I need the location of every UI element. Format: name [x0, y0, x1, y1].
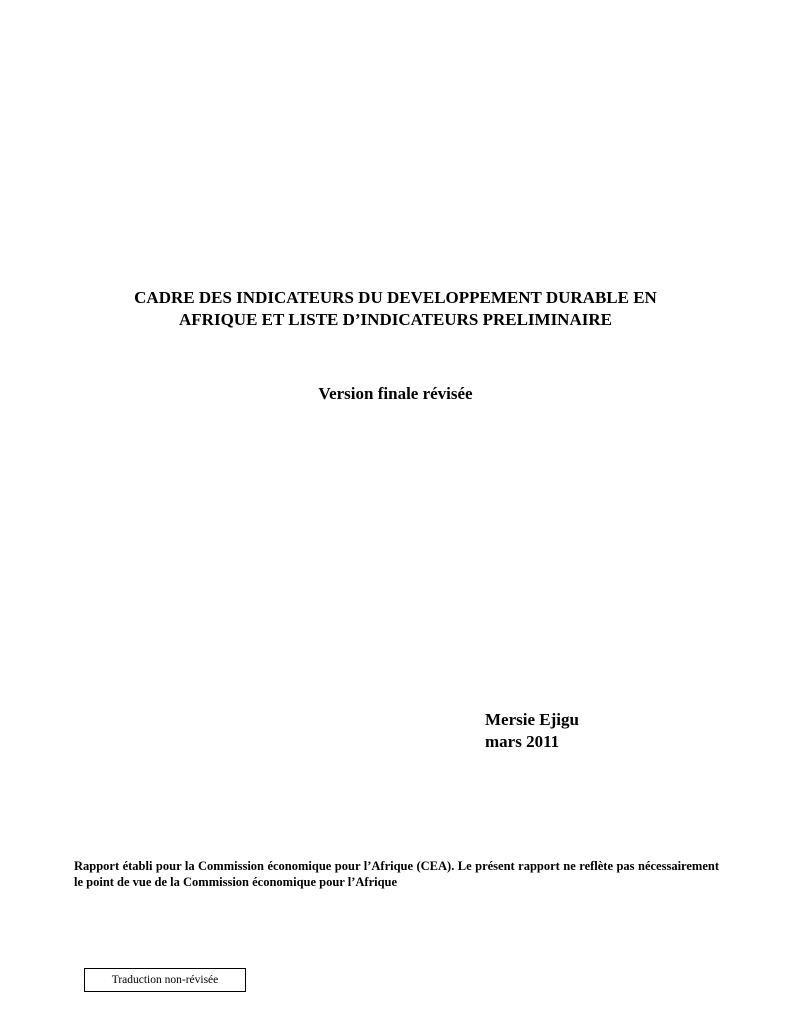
author-name: Mersie Ejigu: [485, 710, 579, 729]
document-title: [0, 287, 791, 331]
version-label: Version finale révisée: [318, 384, 473, 403]
title-line-2: AFRIQUE ET LISTE D’INDICATEURS PRELIMINAIRE: [179, 310, 612, 329]
disclaimer-note: Rapport établi pour la Commission économique pour l’Afrique (CEA). Le présent rapport ne reflète pas nécessairement le point de vue de la Commission économique pour l’Afrique: [74, 859, 719, 889]
author-block: [485, 709, 579, 753]
translation-status-box: Traduction non-révisée: [84, 968, 246, 992]
title-line-1: CADRE DES INDICATEURS DU DEVELOPPEMENT DURABLE EN: [134, 288, 657, 307]
document-date: mars 2011: [485, 732, 560, 751]
